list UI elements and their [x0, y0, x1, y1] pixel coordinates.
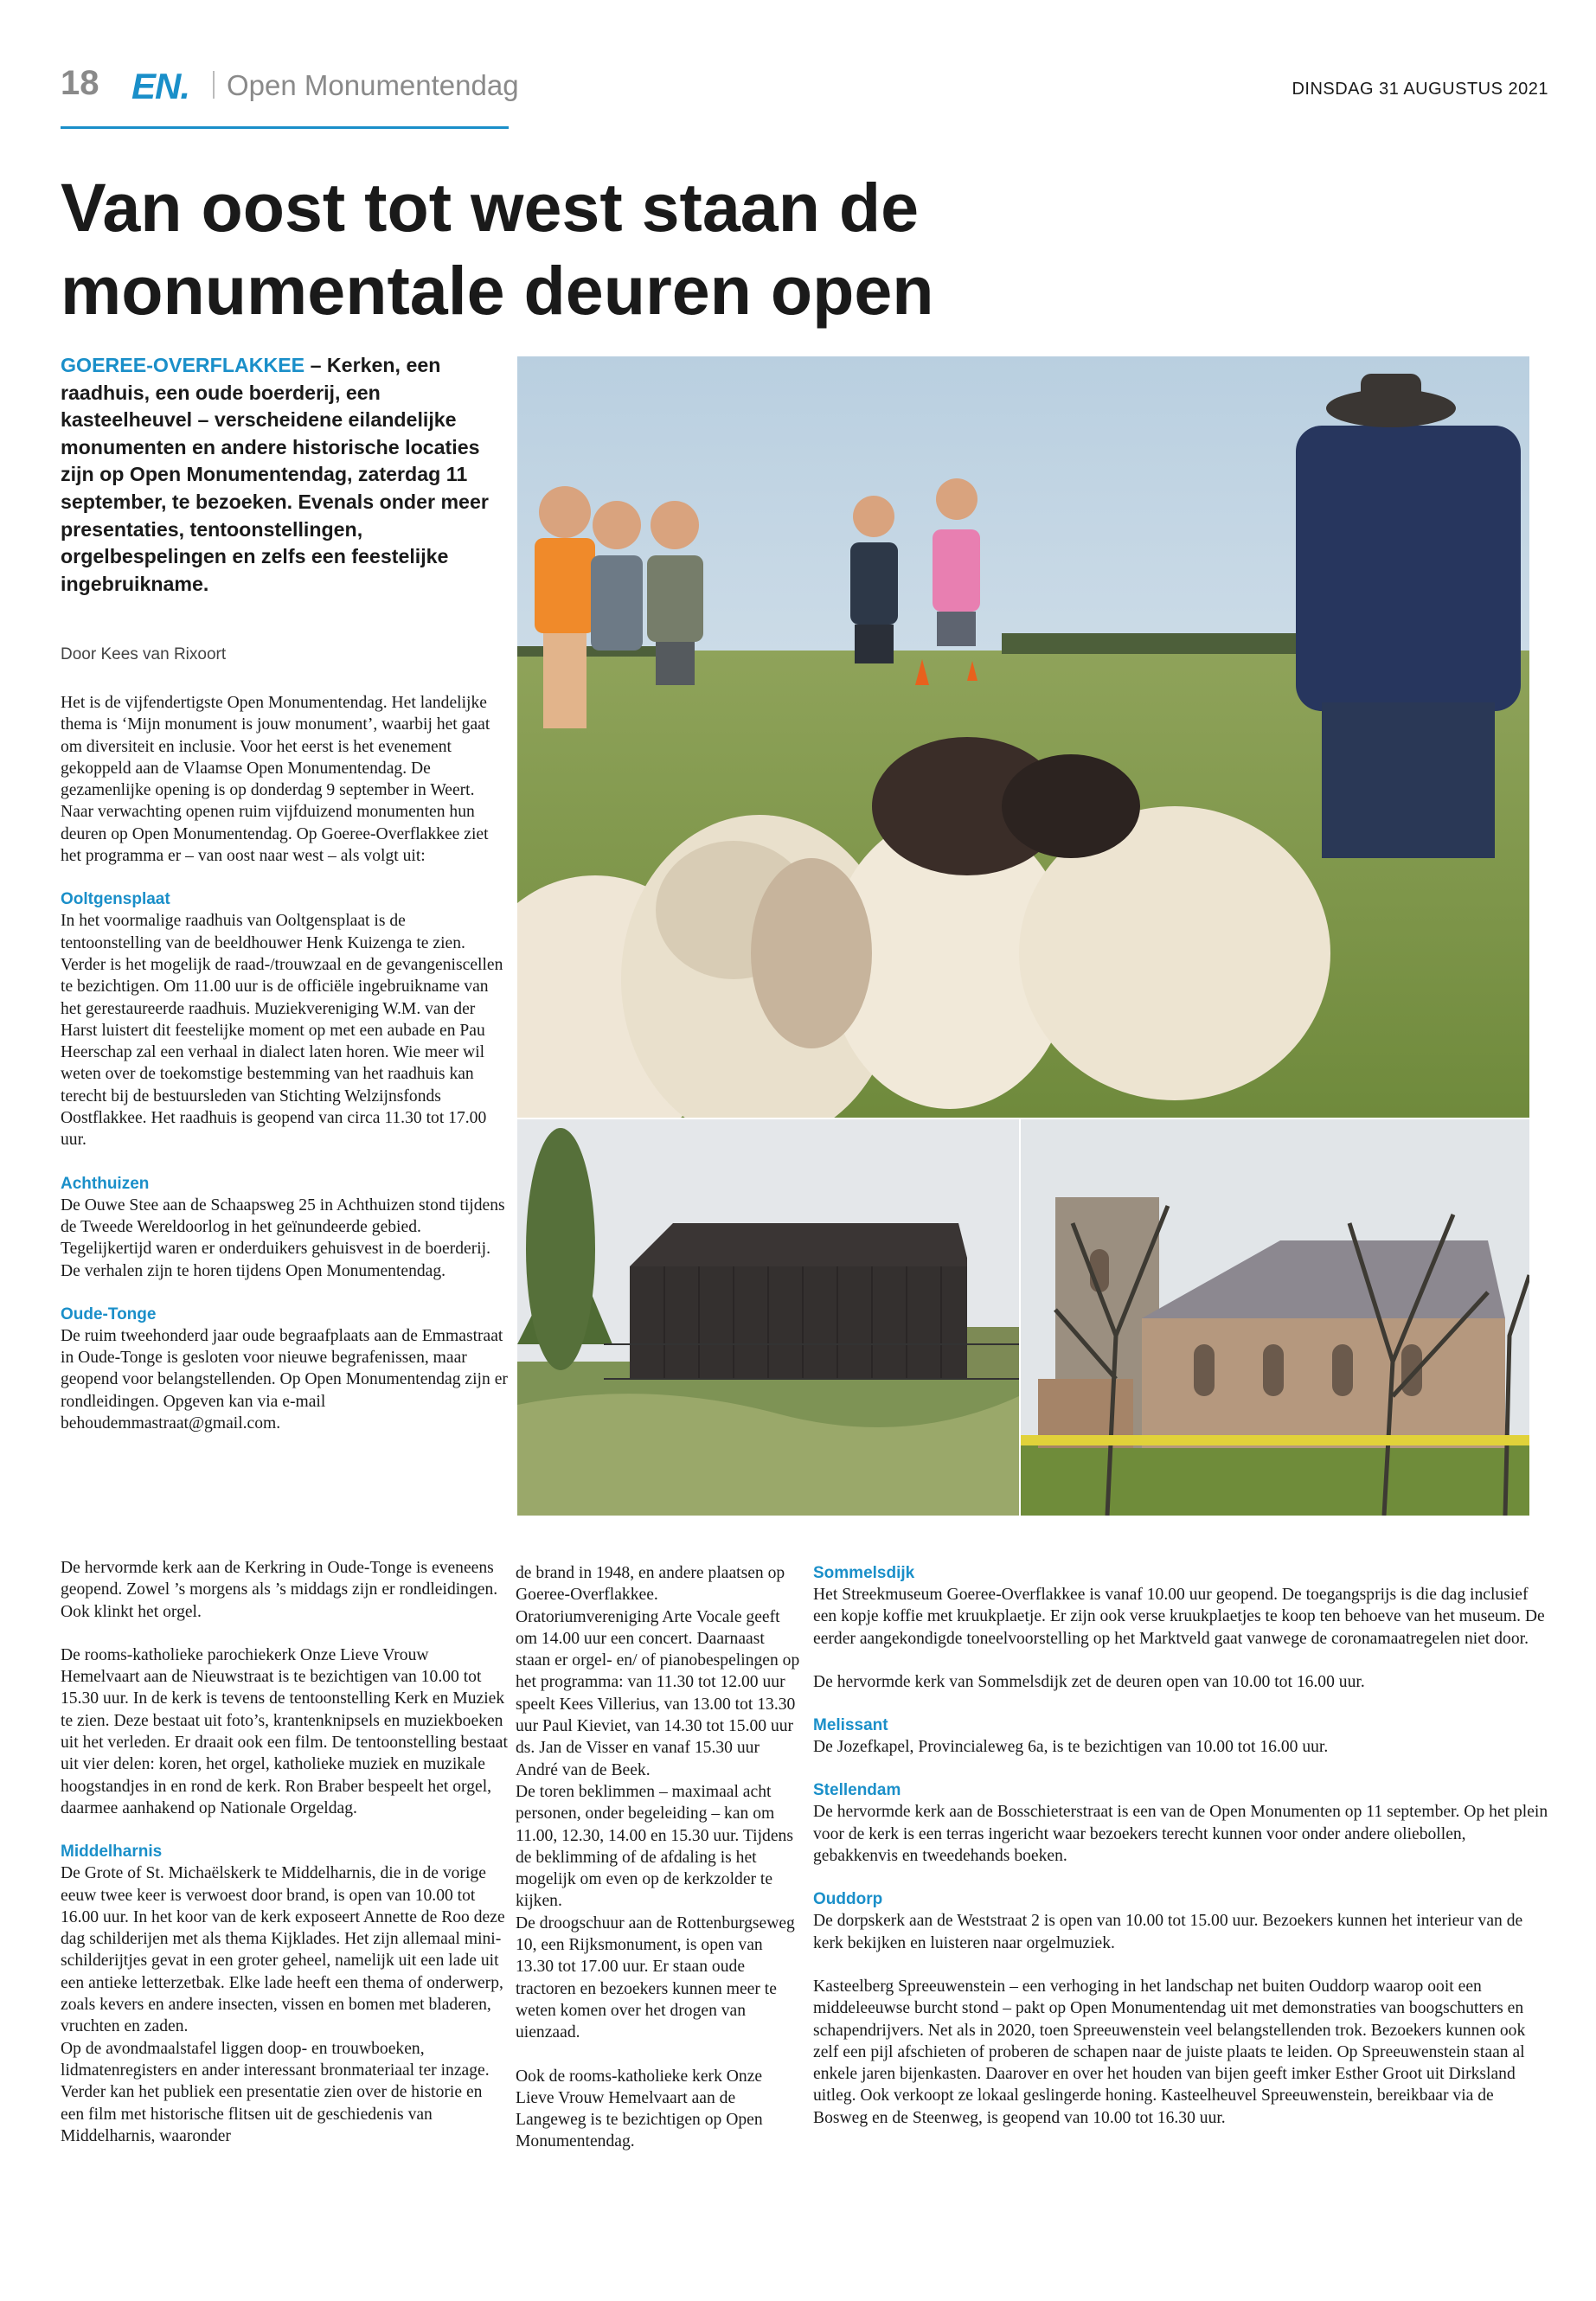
headline: Van oost tot west staan de monumentale deuren open — [61, 169, 934, 329]
lead-text: – Kerken, een raadhuis, een oude boerderij, een kasteelheuvel – verscheidene eilandelijke monumenten en andere historische locaties zijn op Open Monumentendag, zaterdag 11 september, te bezoeken. Evenals onder meer presentaties, tentoonstellingen, orgelbespelingen en zelfs een feestelijke ingebruikname. — [61, 354, 489, 595]
header-rule — [61, 126, 509, 129]
photo-children-sheep — [517, 356, 1529, 1118]
photo-barn — [517, 1119, 1019, 1516]
header-divider — [213, 71, 215, 99]
text-middelharnis-2: Op de avondmaalstafel liggen doop- en trouwboeken, lidmatenregisters en ander interessant bronmateriaal ter inzage. Verder kan het publiek een presentatie zien over de historie en een film met historische flitsen uit de geschiedenis van Middelharnis, waaronder — [61, 2039, 490, 2145]
text-sommelsdijk-2: De hervormde kerk van Sommelsdijk zet de deuren open van 10.00 tot 16.00 uur. — [813, 1672, 1365, 1691]
heading-melissant: Melissant — [813, 1716, 888, 1735]
text-achthuizen: De Ouwe Stee aan de Schaapsweg 25 in Achthuizen stond tijdens de Tweede Wereldoorlog in het geïnundeerde gebied. Tegelijkertijd waren er onderduikers gehuisvest in de boerderij. De verhalen zijn te horen tijdens Open Monumentendag. — [61, 1195, 505, 1280]
text-oude-tonge-2: De hervormde kerk aan de Kerkring in Oude-Tonge is eveneens geopend. Zowel ’s morgens als ’s middags zijn er rondleidingen. Ook klinkt het orgel. — [61, 1559, 498, 1621]
heading-stellendam: Stellendam — [813, 1781, 901, 1800]
photo-church — [1021, 1119, 1529, 1516]
text-melissant: De Jozefkapel, Provincialeweg 6a, is te bezichtigen van 10.00 tot 16.00 uur. — [813, 1738, 1329, 1757]
text-ooltgensplaat: In het voormalige raadhuis van Ooltgensplaat is de tentoonstelling van de beeldhouwer Henk Kuizenga te zien. Verder is het mogelijk de raad-/trouwzaal en de gevangeniscellen te bezichtigen. Om 11.00 uur is de officiële ingebruikname van het gerestaureerde raadhuis. Muziekvereniging W.M. van der Harst luistert dit feestelijke moment op met een aubade en Pau Heerschap zal een verhaal in dialect laten horen. Wie meer wil weten over de toekomstige bestemming van het raadhuis kan terecht bij de bestuursleden van Stichting Welzijnsfonds Oostflakkee. Het raadhuis is geopend van circa 11.30 tot 17.00 uur. — [61, 912, 503, 1150]
text-oude-tonge: De ruim tweehonderd jaar oude begraafplaats aan de Emmastraat in Oude-Tonge is gesloten voor nieuwe begrafenissen, maar geopend voor belangstellenden. Op Open Monumentendag zijn er rondleidingen. Opgeven kan via e-mail behoudemmastraat@gmail.com. — [61, 1326, 508, 1433]
column-3 — [813, 1562, 1548, 2150]
heading-ouddorp: Ouddorp — [813, 1890, 883, 1909]
lead-paragraph — [61, 352, 510, 598]
heading-ooltgensplaat: Ooltgensplaat — [61, 890, 170, 909]
column-2 — [516, 1562, 801, 2175]
section-title: Open Monumentendag — [227, 69, 519, 101]
text-col2-4: Ook de rooms-katholieke kerk Onze Lieve Vrouw Hemelvaart aan de Langeweg is te bezichtigen op Open Monumentendag. — [516, 2067, 763, 2151]
byline: Door Kees van Rixoort — [61, 645, 227, 663]
heading-sommelsdijk: Sommelsdijk — [813, 1564, 915, 1582]
page-header — [61, 62, 1548, 114]
lead-location: GOEREE-OVERFLAKKEE — [61, 354, 305, 376]
text-col2-2: De toren beklimmen – maximaal acht personen, onder begeleiding – kan om 11.00, 12.30, 14.00 en 15.30 uur. Tijdens de beklimming of de afdaling is het mogelijk om even op de kerkzolder te kijken. — [516, 1782, 793, 1911]
newspaper-logo: EN. — [131, 66, 190, 106]
heading-achthuizen: Achthuizen — [61, 1174, 150, 1193]
text-col2-1: de brand in 1948, en andere plaatsen op Goeree-Overflakkee. Oratoriumvereniging Arte Vocale geeft om 14.00 uur een concert. Daarnaast staan er orgel- en/ of pianobespelingen op het programma: van 11.30 tot 12.00 uur speelt Kees Villerius, van 13.00 tot 13.30 uur Paul Kieviet, van 14.30 tot 15.00 uur ds. Jan de Visser en vanaf 15.30 uur André van de Beek. — [516, 1564, 800, 1779]
text-sommelsdijk: Het Streekmuseum Goeree-Overflakkee is vanaf 10.00 uur geopend. De toegangsprijs is die dag inclusief een kopje koffie met kruukplaetje. Er zijn ook verse kruukplaetjes te koop ten behoeve van het museum. De eerder aangekondigde toneelvoorstelling op het Marktveld gaat vanwege de coronamaatregelen niet door. — [813, 1586, 1545, 1648]
column-1-lower — [61, 1557, 509, 2147]
page-number: 18 — [61, 64, 99, 102]
heading-oude-tonge: Oude-Tonge — [61, 1304, 157, 1324]
text-ouddorp: De dorpskerk aan de Weststraat 2 is open van 10.00 tot 15.00 uur. Bezoekers kunnen het interieur van de kerk bekijken en luisteren naar orgelmuziek. — [813, 1912, 1523, 1952]
text-col2-3: De droogschuur aan de Rottenburgseweg 10, een Rijksmonument, is open van 13.30 tot 17.00 uur. Er staan oude tractoren en bezoekers kunnen meer te weten komen over het drogen van uienzaad. — [516, 1913, 795, 2042]
column-1-upper — [61, 692, 509, 1456]
text-oude-tonge-3: De rooms-katholieke parochiekerk Onze Lieve Vrouw Hemelvaart aan de Nieuwstraat is te bezichtigen van 10.00 tot 15.30 uur. In de kerk is tevens de tentoonstelling Kerk en Muziek te zien. Deze bestaat uit foto’s, krantenknipsels en muziekboeken uit het verleden. Er draait ook een film. De tentoonstelling bestaat uit vier delen: koren, het orgel, katholieke muziek en muzikale hoogstandjes in en rond de kerk. Ron Braber bespeelt het orgel, daarmee aanhakend op Nationale Orgeldag. — [61, 1645, 508, 1817]
intro-paragraph: Het is de vijfendertigste Open Monumentendag. Het landelijke thema is ‘Mijn monument is jouw monument’, waarbij het gaat om diversiteit en inclusie. Voor het eerst is het evenement gekoppeld aan de Vlaamse Open Monumentendag. De gezamenlijke opening is op donderdag 9 september in Weert. Naar verwachting openen ruim vijfduizend monumenten hun deuren op Open Monumentendag. Op Goeree-Overflakkee ziet het programma er – van oost naar west – als volgt uit: — [61, 694, 490, 866]
heading-middelharnis: Middelharnis — [61, 1843, 163, 1862]
text-stellendam: De hervormde kerk aan de Bosschieterstraat is een van de Open Monumenten op 11 september. Op het plein voor de kerk is een terras ingericht waar bezoekers terecht kunnen voor onder andere oliebollen, gebakkenvis en tweedehands boeken. — [813, 1803, 1548, 1866]
issue-date: DINSDAG 31 AUGUSTUS 2021 — [1292, 80, 1548, 99]
text-middelharnis: De Grote of St. Michaëlskerk te Middelharnis, die in de vorige eeuw twee keer is verwoest door brand, is open van 10.00 tot 16.00 uur. In het koor van de kerk exposeert Annette de Roo deze dag schilderijen met als thema Kijklades. Het zijn allemaal mini-schilderijtjes gevat in een groter geheel, namelijk uit een lade uit een antieke letterzetbak. Elke lade heeft een thema of onderwerp, zoals kevers en andere insecten, vissen en bomen met bladeren, vruchten en zaden. — [61, 1864, 505, 2036]
text-ouddorp-2: Kasteelberg Spreeuwenstein – een verhoging in het landschap net buiten Ouddorp waarop ooit een middeleeuwse burcht stond – pakt op Open Monumentendag uit met demonstraties van boogschutters en schapendrijvers. Net als in 2020, toen Spreeuwenstein veel belangstellenden trok. Bezoekers kunnen ook zelf een pijl afschieten of proberen de schapen naar de juiste plaats te leiden. Op Spreeuwenstein staan al enkele jaren bijenkasten. Daarover en over het houden van bijen geeft imker Esther Groot uit Dirksland uitleg. Ook verkoopt ze lokaal geslingerde honing. Kasteelheuvel Spreeuwenstein, bereikbaar via de Bosweg en de Steenweg, is geopend van 10.00 tot 16.30 uur. — [813, 1977, 1526, 2127]
